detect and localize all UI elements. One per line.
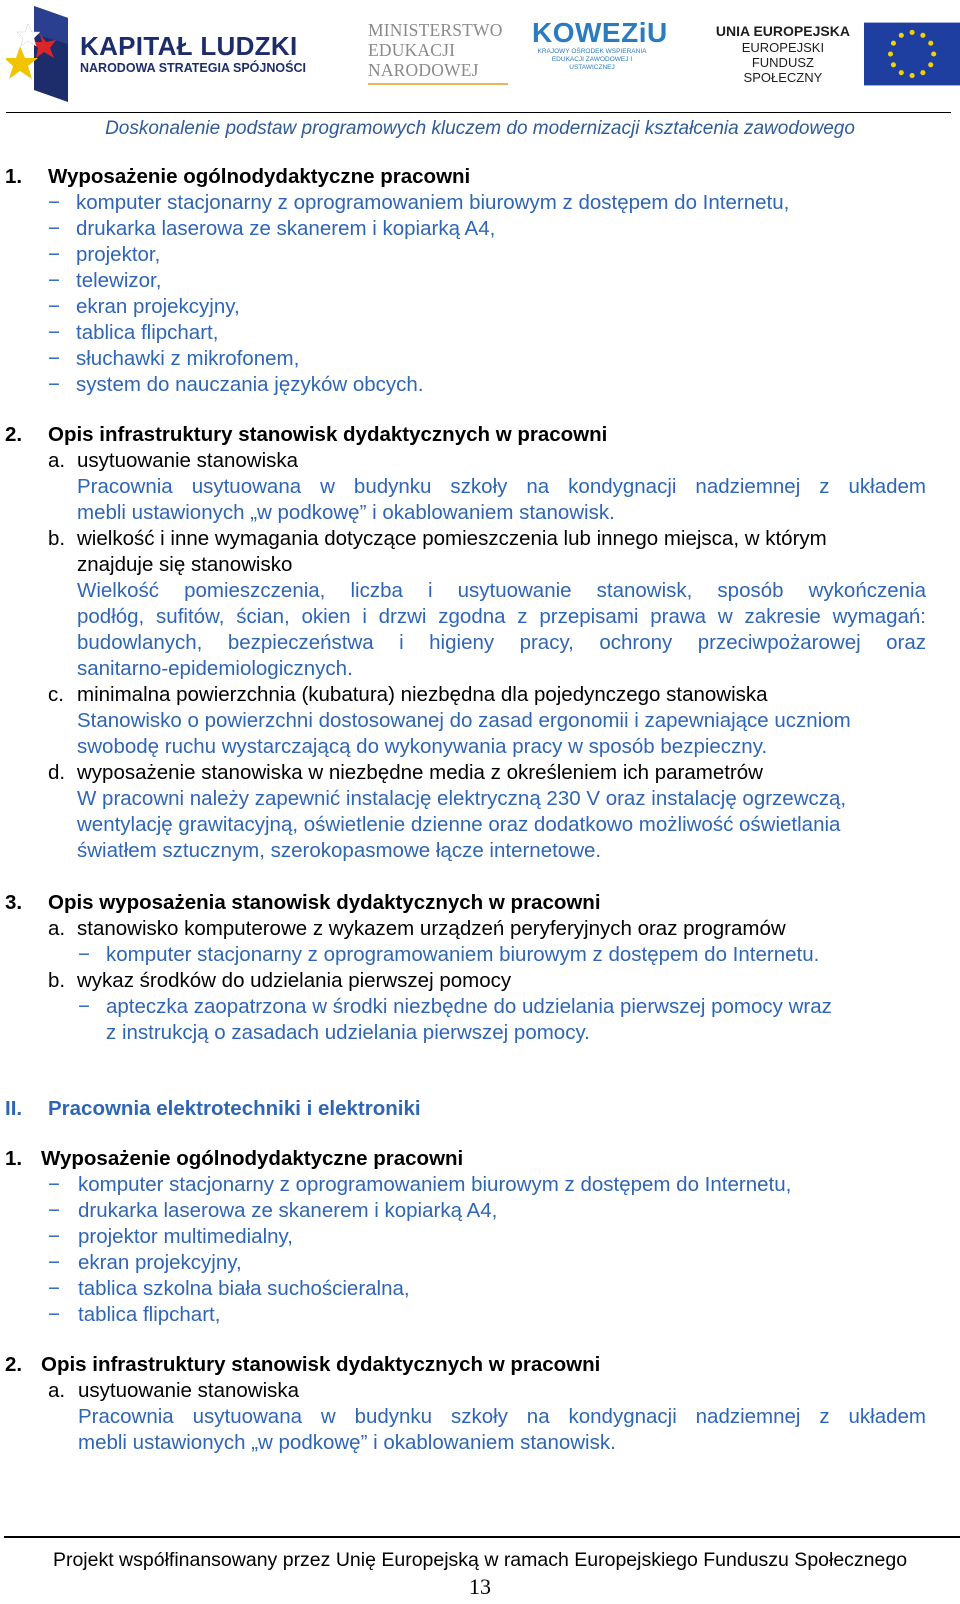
s1-b-text-3: budowlanych, bezpieczeństwa i higieny pracy, ochrony przeciwpożarowej oraz (77, 631, 926, 654)
s1-heading-3-number: 3. (5, 891, 23, 914)
kapital-ludzki-logo (6, 4, 306, 104)
ministerstwo-line-2: EDUKACJI (368, 40, 456, 60)
s1-c-title-text: minimalna powierzchnia (kubatura) niezbędna dla pojedynczego stanowiska (77, 683, 768, 706)
s1-b-text-4: sanitarno-epidemiologicznych. (77, 657, 353, 680)
list-item (48, 372, 424, 398)
kapital-ludzki-emblem-icon (6, 4, 68, 104)
s2-heading-2-text: Opis infrastruktury stanowisk dydaktycznych w pracowni (41, 1353, 601, 1376)
s2-a-title (48, 1378, 300, 1404)
s1-b-title-text-1: wielkość i inne wymagania dotyczące pomieszczenia lub innego miejsca, w którym (77, 527, 827, 550)
list-dash: − (48, 1277, 60, 1300)
list-item (48, 1250, 242, 1276)
ministerstwo-line-3: NARODOWEJ (368, 60, 479, 80)
list-item (48, 242, 161, 268)
list-dash: − (48, 1251, 60, 1274)
s2-a-text-1: Pracownia usytuowana w budynku szkoły na kondygnacji nadziemnej z układem (78, 1405, 926, 1428)
list-item-text: drukarka laserowa ze skanerem i kopiarką A4, (78, 1199, 498, 1222)
list-dash: − (48, 347, 60, 370)
header-title: Doskonalenie podstaw programowych kluczem do modernizacji kształcenia zawodowego (105, 118, 855, 139)
list-item (48, 1302, 221, 1328)
s1-a-title (48, 448, 299, 474)
s1-3a-title (48, 916, 786, 942)
s2-a-text-2: mebli ustawionych „w podkowę” i okablowaniem stanowisk. (78, 1431, 616, 1454)
koweziu-logo (532, 18, 668, 72)
list-dash: − (48, 269, 60, 292)
s1-c-text-1: Stanowisko o powierzchni dostosowanej do zasad ergonomii i zapewniające uczniom (77, 709, 851, 732)
s1-b-text-1: Wielkość pomieszczenia, liczba i usytuowanie stanowisk, sposób wykończenia (77, 579, 926, 602)
s2-heading-2 (5, 1352, 601, 1378)
list-item-text: projektor multimedialny, (78, 1225, 293, 1248)
s2-heading-1-text: Wyposażenie ogólnodydaktyczne pracowni (41, 1147, 464, 1170)
s2-heading-1 (5, 1146, 464, 1172)
list-dash: − (48, 295, 60, 318)
list-item-text: ekran projekcyjny, (78, 1251, 242, 1274)
s1-d-text-2: wentylację grawitacyjną, oświetlenie dzienne oraz dodatkowo możliwość oświetlania (77, 813, 841, 836)
list-dash: − (48, 1199, 60, 1222)
page-number: 13 (469, 1574, 491, 1599)
s1-b-title-2: znajduje się stanowisko (77, 553, 293, 576)
list-item (48, 216, 496, 242)
s1-heading-2 (5, 422, 608, 448)
s1-heading-1 (5, 164, 471, 190)
s2-heading-1-number: 1. (5, 1147, 23, 1170)
list-item-text: ekran projekcyjny, (76, 295, 240, 318)
s2-title: Pracownia elektrotechniki i elektroniki (48, 1097, 421, 1120)
list-item (48, 1198, 498, 1224)
s1-3a-item-text: komputer stacjonarny z oprogramowaniem biurowym z dostępem do Internetu. (106, 943, 820, 966)
s1-3b-title (48, 968, 512, 994)
s1-3a-title-text: stanowisko komputerowe z wykazem urządzeń peryferyjnych oraz programów (77, 917, 786, 940)
s1-3b-item-1 (78, 994, 832, 1020)
eu-flag-icon (864, 22, 960, 86)
list-dash: − (48, 191, 60, 214)
list-item-text: projektor, (76, 243, 161, 266)
s2-roman-heading (5, 1096, 421, 1122)
list-item (48, 320, 219, 346)
s1-d-text-3: światłem sztucznym, szerokopasmowe łącze internetowe. (77, 839, 602, 862)
s1-b-label: b. (48, 527, 66, 550)
s2-a-title-text: usytuowanie stanowiska (78, 1379, 300, 1402)
s1-3a-dash: − (78, 943, 90, 966)
list-item-text: system do nauczania języków obcych. (76, 373, 424, 396)
s1-heading-3-text: Opis wyposażenia stanowisk dydaktycznych w pracowni (48, 891, 601, 914)
footer-divider (4, 1536, 960, 1538)
s1-3b-item-text-1: apteczka zaopatrzona w środki niezbędne do udzielania pierwszej pomocy wraz (106, 995, 832, 1018)
header-logos (0, 0, 960, 112)
list-dash: − (48, 1303, 60, 1326)
ue-line-1: UNIA EUROPEJSKA (715, 23, 850, 39)
s1-a-text-1: Pracownia usytuowana w budynku szkoły na kondygnacji nadziemnej z układem (77, 475, 926, 498)
list-item-text: drukarka laserowa ze skanerem i kopiarką A4, (76, 217, 496, 240)
s1-d-text-1: W pracowni należy zapewnić instalację elektryczną 230 V oraz instalację ogrzewczą, (77, 787, 847, 810)
footer-text: Projekt współfinansowany przez Unię Europejską w ramach Europejskiego Funduszu Społecznego (52, 1549, 908, 1571)
s1-heading-1-number: 1. (5, 165, 23, 188)
s1-b-text-2: podłóg, sufitów, ścian, okien i drzwi zgodna z przepisami prawa w zakresie wymagań: (77, 605, 926, 628)
list-dash: − (48, 217, 60, 240)
ue-line-3: FUNDUSZ SPOŁECZNY (743, 55, 823, 85)
list-item (48, 268, 162, 294)
s2-roman-number: II. (5, 1097, 23, 1120)
koweziu-subtitle: KRAJOWY OŚRODEK WSPIERANIA EDUKACJI ZAWODOWEJ I USTAWICZNEJ (537, 48, 647, 71)
list-dash: − (48, 373, 60, 396)
list-item (48, 1224, 293, 1250)
s1-a-title-text: usytuowanie stanowiska (77, 449, 299, 472)
unia-europejska-logo (712, 22, 960, 86)
s1-3b-label: b. (48, 969, 66, 992)
list-item (48, 294, 240, 320)
s1-d-label: d. (48, 761, 66, 784)
s1-c-label: c. (48, 683, 64, 706)
list-item-text: komputer stacjonarny z oprogramowaniem biurowym z dostępem do Internetu, (78, 1173, 792, 1196)
s1-3b-dash: − (78, 995, 90, 1018)
s2-heading-2-number: 2. (5, 1353, 23, 1376)
list-item-text: komputer stacjonarny z oprogramowaniem biurowym z dostępem do Internetu, (76, 191, 790, 214)
s1-3a-label: a. (48, 917, 66, 940)
list-dash: − (48, 1225, 60, 1248)
list-item (48, 1172, 792, 1198)
ue-line-2: EUROPEJSKI (741, 40, 825, 55)
list-item-text: telewizor, (76, 269, 162, 292)
list-item-text: tablica szkolna biała suchościeralna, (78, 1277, 410, 1300)
ministerstwo-logo (368, 20, 508, 85)
s1-a-label: a. (48, 449, 66, 472)
list-dash: − (48, 1173, 60, 1196)
s1-c-title (48, 682, 768, 708)
ministerstwo-line-1: MINISTERSTWO (368, 20, 503, 40)
s1-c-text-2: swobodę ruchu wystarczającą do wykonywania pracy w sposób bezpieczny. (77, 735, 768, 758)
list-dash: − (48, 243, 60, 266)
s1-a-text-2: mebli ustawionych „w podkowę” i okablowaniem stanowisk. (77, 501, 615, 524)
list-item (48, 190, 790, 216)
s1-3a-item (78, 942, 820, 968)
list-item-text: tablica flipchart, (78, 1303, 221, 1326)
s1-heading-3 (5, 890, 601, 916)
s1-d-title-text: wyposażenie stanowiska w niezbędne media z określeniem ich parametrów (77, 761, 763, 784)
list-item (48, 346, 300, 372)
header-divider (6, 112, 951, 113)
list-item-text: słuchawki z mikrofonem, (76, 347, 300, 370)
s1-3b-title-text: wykaz środków do udzielania pierwszej pomocy (77, 969, 512, 992)
list-item (48, 1276, 410, 1302)
s2-a-label: a. (48, 1379, 66, 1402)
koweziu-title: KOWEZiU (532, 17, 668, 48)
s1-b-title (48, 526, 827, 552)
s1-3b-item-2: z instrukcją o zasadach udzielania pierwszej pomocy. (106, 1021, 590, 1044)
kapital-ludzki-subtitle: NARODOWA STRATEGIA SPÓJNOŚCI (80, 61, 306, 75)
s1-heading-2-number: 2. (5, 423, 23, 446)
ministerstwo-underline (368, 83, 508, 85)
s1-heading-2-text: Opis infrastruktury stanowisk dydaktycznych w pracowni (48, 423, 608, 446)
s1-d-title (48, 760, 763, 786)
s1-heading-1-text: Wyposażenie ogólnodydaktyczne pracowni (48, 165, 471, 188)
list-dash: − (48, 321, 60, 344)
list-item-text: tablica flipchart, (76, 321, 219, 344)
kapital-ludzki-title: KAPITAŁ LUDZKI (80, 31, 298, 61)
